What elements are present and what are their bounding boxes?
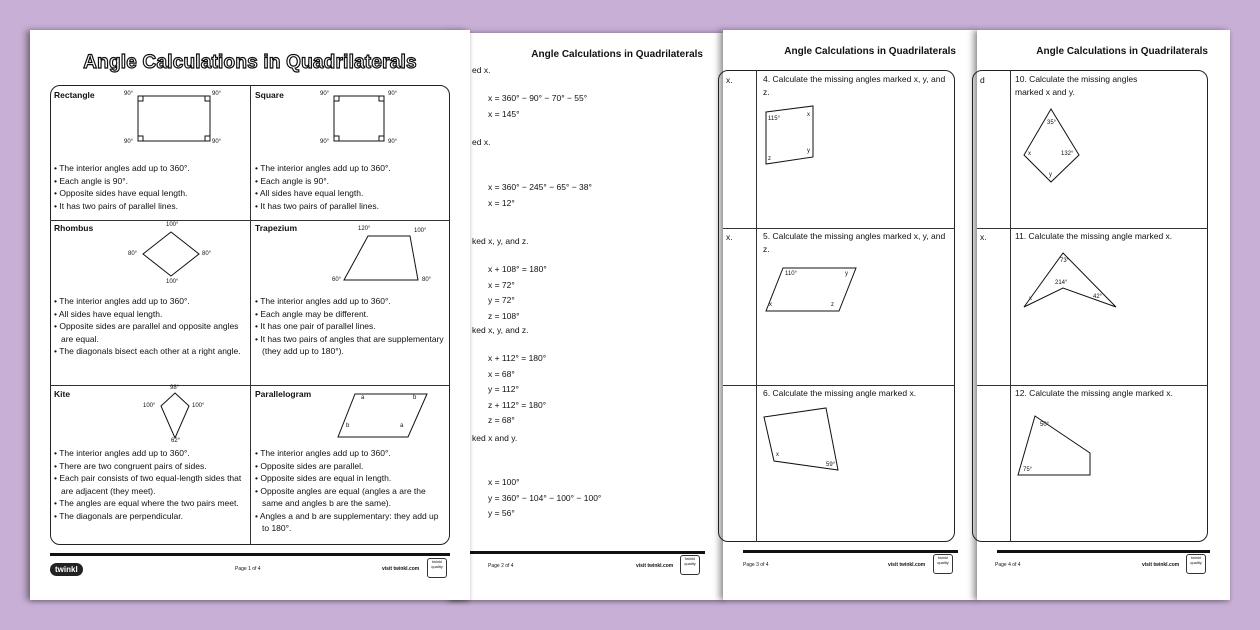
answer-block: x + 112° = 180° x = 68° y = 112° z + 112° = 180° z = 68° [488, 353, 547, 425]
angle-label: y [1049, 172, 1052, 178]
angle-label: x [769, 302, 772, 308]
question-fragment: d [980, 75, 985, 85]
question-10: 10. Calculate the missing angles marked x and y. [1015, 74, 1138, 97]
answer-block: x = 360° − 90° − 70° − 55° x = 145° [488, 93, 588, 119]
angle-label: 75° [1023, 467, 1033, 473]
cell-parallelogram [250, 385, 450, 545]
page-title: Angle Calculations in Quadrilaterals [83, 52, 417, 73]
shape-name: Square [255, 90, 284, 100]
page-number: Page 2 of 4 [488, 563, 514, 569]
angle-label: 62° [171, 438, 181, 444]
property-list: • The interior angles add up to 360°. • Each angle may be different. • It has one pair of parallel lines. • It has two pairs of angles that are supplementary (they add up to 180°). [255, 295, 446, 358]
angle-label: 80° [128, 251, 138, 257]
angle-label: 59° [826, 462, 836, 468]
footer-divider [50, 553, 450, 556]
angle-label: 115° [768, 116, 780, 122]
property-list: • The interior angles add up to 360°. • Opposite sides are parallel. • Opposite sides are equal in length. • Opposite angles are equal (angles a are the same and angles b are the same). • Angles a and b are supplementary: they add up to 180°. [255, 447, 446, 535]
footer-site-link[interactable]: visit twinkl.com [1142, 562, 1180, 568]
cell-rectangle [50, 85, 250, 220]
quality-badge: twinkl quality [427, 558, 447, 578]
property-list: • The interior angles add up to 360°. • There are two congruent pairs of sides. • Each pair consists of two equal-length sides that are adjacent (they meet). • The angles are equal where the two pairs meet. • The diagonals are perpendicular. [54, 447, 246, 522]
angle-label: x [1029, 296, 1032, 302]
angle-label: z [831, 302, 834, 308]
angle-label: 60° [332, 277, 342, 283]
square-figure [330, 91, 390, 146]
question-fragment: x. [726, 75, 733, 85]
question-fragment: ked x, y, and z. [472, 236, 529, 246]
angle-label: a [361, 395, 365, 401]
angle-label: 132° [1061, 151, 1074, 157]
angle-label: 110° [785, 271, 797, 277]
footer-divider [997, 550, 1210, 553]
page-header: Angle Calculations in Quadrilaterals [1036, 46, 1208, 57]
quality-badge: twinkl quality [933, 554, 953, 574]
q11-arrowhead-figure [1021, 250, 1121, 310]
cell-rhombus [50, 220, 250, 385]
angle-label: 50° [1040, 422, 1050, 428]
angle-label: 90° [320, 139, 330, 145]
angle-label: 100° [166, 222, 179, 228]
page-header: Angle Calculations in Quadrilaterals [531, 49, 703, 60]
question-11: 11. Calculate the missing angle marked x. [1015, 231, 1173, 241]
footer-site-link[interactable]: visit twinkl.com [382, 566, 420, 572]
angle-label: b [346, 423, 350, 429]
page-number: Page 3 of 4 [743, 562, 769, 568]
angle-label: x [1028, 151, 1031, 157]
cell-square [250, 85, 450, 220]
footer-site-link[interactable]: visit twinkl.com [888, 562, 926, 568]
angle-label: x [776, 452, 779, 458]
angle-label: x [807, 112, 810, 118]
quality-badge: twinkl quality [680, 555, 700, 575]
shape-name: Rhombus [54, 223, 94, 233]
answer-block: x = 100° y = 360° − 104° − 100° − 100° y = 56° [488, 477, 602, 518]
angle-label: 100° [414, 228, 427, 234]
angle-label: y [845, 271, 848, 277]
angle-label: b [413, 395, 417, 401]
angle-label: a [400, 423, 404, 429]
page-4 [977, 30, 1230, 600]
question-fragment: x. [726, 232, 733, 242]
angle-label: 90° [388, 91, 398, 97]
angle-label: 214° [1055, 280, 1068, 286]
angle-label: 100° [143, 403, 156, 409]
angle-label: 73° [1060, 258, 1070, 264]
angle-label: 35° [1047, 120, 1057, 126]
page-header: Angle Calculations in Quadrilaterals [784, 46, 956, 57]
angle-label: 90° [388, 139, 398, 145]
property-list: • The interior angles add up to 360°. • Each angle is 90°. • All sides have equal length. • It has two pairs of parallel lines. [255, 162, 446, 212]
question-12: 12. Calculate the missing angle marked x. [1015, 388, 1173, 398]
quality-badge: twinkl quality [1186, 554, 1206, 574]
angle-label: 90° [124, 91, 134, 97]
angle-label: 100° [166, 279, 179, 285]
cell-kite [50, 385, 250, 545]
question-fragment: ed x. [472, 137, 491, 147]
shape-name: Kite [54, 389, 71, 399]
angle-label: 120° [358, 226, 371, 232]
page-number: Page 1 of 4 [235, 566, 261, 572]
trapezium-figure [340, 232, 430, 284]
angle-label: 98° [170, 385, 180, 391]
angle-label: 90° [320, 91, 330, 97]
rectangle-figure [134, 91, 214, 146]
angle-label: 90° [212, 139, 222, 145]
twinkl-logo[interactable]: twinkl [50, 563, 83, 576]
q4-quadrilateral-figure [761, 102, 831, 172]
angle-label: 80° [202, 251, 212, 257]
angle-label: 90° [212, 91, 222, 97]
question-fragment: ed x. [472, 65, 491, 75]
page-number: Page 4 of 4 [995, 562, 1021, 568]
answer-block: x + 108° = 180° x = 72° y = 72° z = 108° [488, 264, 547, 321]
page-2 [450, 33, 725, 600]
angle-label: y [807, 148, 810, 154]
rhombus-figure [140, 229, 202, 279]
angle-label: 42° [1093, 294, 1103, 300]
question-fragment: ked x, y, and z. [472, 325, 529, 335]
answer-block: x = 360° − 245° − 65° − 38° x = 12° [488, 182, 592, 208]
kite-figure [157, 391, 193, 441]
cell-trapezium [250, 220, 450, 385]
shape-name: Rectangle [54, 90, 95, 100]
page-3 [723, 30, 978, 600]
angle-label: 80° [422, 277, 432, 283]
angle-label: z [768, 156, 771, 162]
angle-label: 90° [124, 139, 134, 145]
shape-name: Parallelogram [255, 389, 312, 399]
footer-divider [743, 550, 958, 553]
question-5: 5. Calculate the missing angles marked x, y, and z. [763, 231, 946, 254]
q5-parallelogram-figure [763, 265, 863, 315]
page-1 [30, 30, 470, 600]
question-6: 6. Calculate the missing angle marked x. [763, 388, 917, 398]
property-list: • The interior angles add up to 360°. • Each angle is 90°. • Opposite sides have equal length. • It has two pairs of parallel lines. [54, 162, 246, 212]
question-fragment: ked x and y. [472, 433, 518, 443]
question-fragment: x. [980, 232, 987, 242]
footer-divider [470, 551, 705, 554]
footer-site-link[interactable]: visit twinkl.com [636, 563, 674, 569]
shape-name: Trapezium [255, 223, 298, 233]
question-4: 4. Calculate the missing angles marked x, y, and z. [763, 74, 946, 97]
property-list: • The interior angles add up to 360°. • All sides have equal length. • Opposite sides are parallel and opposite angles are equal. • The diagonals bisect each other at a right angle. [54, 295, 246, 358]
angle-label: 100° [192, 403, 205, 409]
